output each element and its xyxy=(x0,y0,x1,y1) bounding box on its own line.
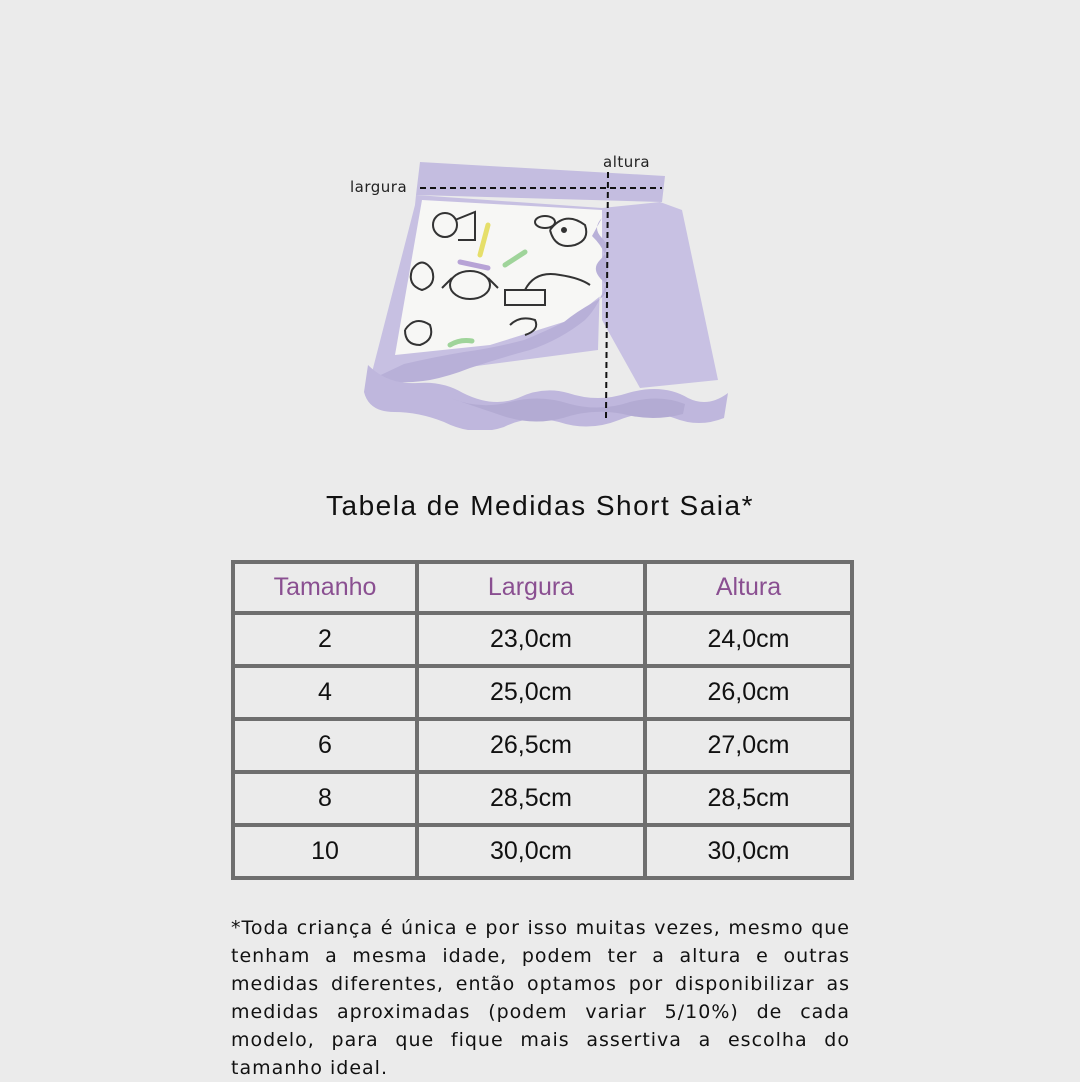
width-cell: 23,0cm xyxy=(417,613,645,666)
table-row xyxy=(233,772,852,825)
page-title: Tabela de Medidas Short Saia* xyxy=(326,490,754,521)
height-cell: 28,5cm xyxy=(645,772,852,825)
height-cell: 24,0cm xyxy=(645,613,852,666)
header-largura: Largura xyxy=(417,562,645,613)
height-cell: 27,0cm xyxy=(645,719,852,772)
width-cell: 26,5cm xyxy=(417,719,645,772)
size-table xyxy=(231,560,854,880)
width-cell: 30,0cm xyxy=(417,825,645,878)
size-cell: 4 xyxy=(233,666,417,719)
footnote: *Toda criança é única e por isso muitas vezes, mesmo que tenham a mesma idade, podem ter a altura e outras medidas diferentes, então optamos por disponibilizar as medidas aproximadas (podem variar 5/10%) de cada modelo, para que fique mais assertiva a escolha do tamanho ideal. xyxy=(231,917,850,1079)
height-label: altura xyxy=(603,153,651,171)
table-row xyxy=(233,613,852,666)
width-cell: 28,5cm xyxy=(417,772,645,825)
table-row xyxy=(233,719,852,772)
header-tamanho: Tamanho xyxy=(233,562,417,613)
size-cell: 6 xyxy=(233,719,417,772)
table-header-row xyxy=(233,562,852,613)
size-cell: 8 xyxy=(233,772,417,825)
header-altura: Altura xyxy=(645,562,852,613)
table-row xyxy=(233,666,852,719)
table-row xyxy=(233,825,852,878)
height-cell: 30,0cm xyxy=(645,825,852,878)
size-cell: 10 xyxy=(233,825,417,878)
height-cell: 26,0cm xyxy=(645,666,852,719)
size-cell: 2 xyxy=(233,613,417,666)
width-label: largura xyxy=(350,178,408,196)
width-cell: 25,0cm xyxy=(417,666,645,719)
